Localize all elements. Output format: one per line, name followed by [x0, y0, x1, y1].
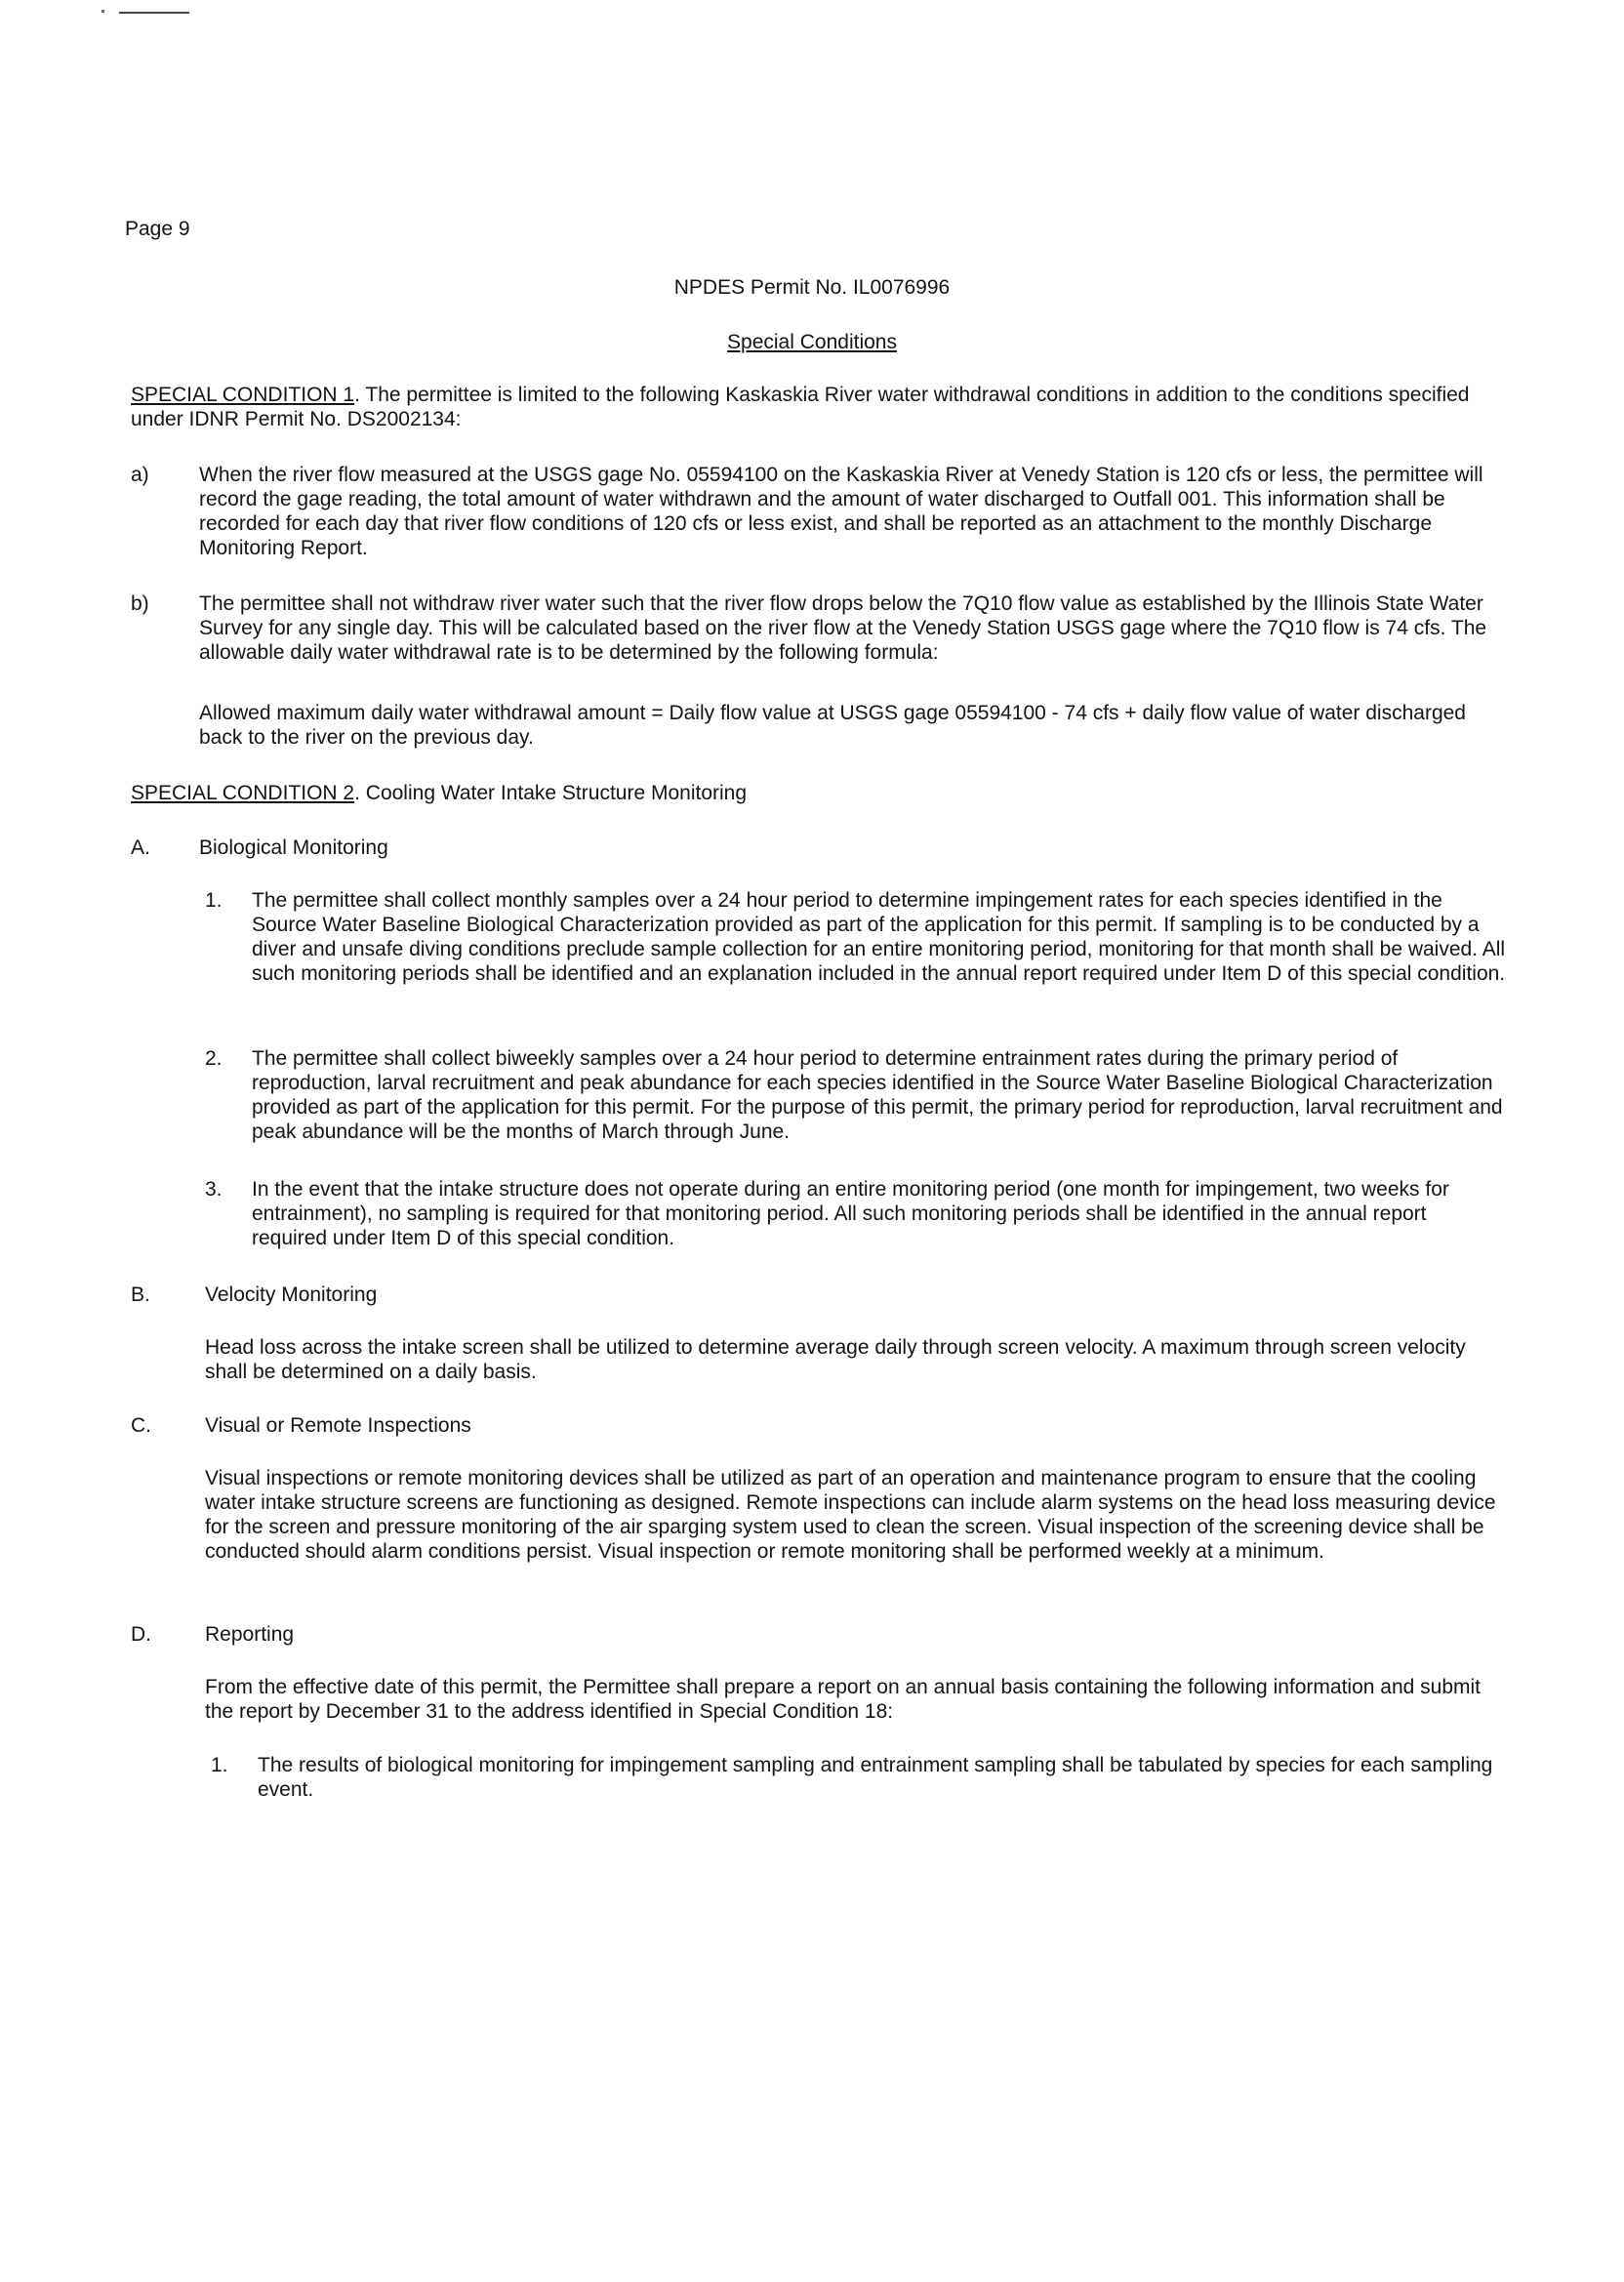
section-d-item-1-text: The results of biological monitoring for impingement sampling and entrainment sampling shall be tabulated by species for each sampling event. — [258, 1754, 1493, 1801]
section-a-item-3-num: 3. — [205, 1178, 223, 1201]
special-condition-2-heading: SPECIAL CONDITION 2 — [131, 782, 355, 804]
section-c-text: Visual inspections or remote monitoring devices shall be utilized as part of an operation and maintenance program to ensure that the cooling water intake structure screens are functioning as designed. Remote inspections can include alarm systems on the head loss measuring device for the screen and pressure monitoring of the air sparging system used to clean the screen. Visual inspection of the screening device shall be conducted should alarm conditions persist. Visual inspection or remote monitoring shall be performed weekly at a minimum. — [205, 1467, 1496, 1563]
section-d-item-1-num: 1. — [211, 1754, 228, 1776]
section-a-label: A. — [131, 836, 150, 859]
section-a-item-3-text: In the event that the intake structure does not operate during an entire monitoring period (one month for impingement, two weeks for entrainment), no sampling is required for that monitoring period. All such monitoring periods shall be identified in the annual report required under Item D of this special condition. — [252, 1178, 1449, 1249]
section-title: Special Conditions — [727, 331, 897, 353]
section-c-label: C. — [131, 1414, 151, 1437]
special-condition-1-text: . The permittee is limited to the following Kaskaskia River water withdrawal conditions in addition to the conditions specified under IDNR Permit No. DS2002134: — [131, 384, 1470, 430]
section-d-text: From the effective date of this permit, the Permittee shall prepare a report on an annual basis containing the following information and submit the report by December 31 to the address identified in Special Condition 18: — [205, 1676, 1482, 1723]
section-a-item-2-text: The permittee shall collect biweekly samples over a 24 hour period to determine entrainment rates during the primary period of reproduction, larval recruitment and peak abundance for each species identified in the Source Water Baseline Biological Characterization provided as part of the application for this permit. For the purpose of this permit, the primary period for reproduction, larval recruitment and peak abundance will be the months of March through June. — [252, 1047, 1503, 1143]
special-condition-2-text: . Cooling Water Intake Structure Monitoring — [354, 782, 748, 804]
section-d-title: Reporting — [205, 1623, 295, 1646]
scan-artifact-dot — [102, 10, 104, 13]
sc1-item-a-text: When the river flow measured at the USGS gage No. 05594100 on the Kaskaskia River at Venedy Station is 120 cfs or less, the permittee will record the gage reading, the total amount of water withdrawn and the amount of water discharged to Outfall 001. This information shall be recorded for each day that river flow conditions of 120 cfs or less exist, and shall be reported as an attachment to the monthly Discharge Monitoring Report. — [199, 464, 1483, 559]
sc1-item-b-text: The permittee shall not withdraw river water such that the river flow drops below the 7Q10 flow value as established by the Illinois State Water Survey for any single day. This will be calculated based on the river flow at the Venedy Station USGS gage where the 7Q10 flow is 74 cfs. The allowable daily water withdrawal rate is to be determined by the following formula: — [199, 592, 1487, 664]
scan-artifact-line — [119, 12, 189, 14]
special-condition-2-intro — [131, 781, 1507, 805]
section-b-text: Head loss across the intake screen shall be utilized to determine average daily through screen velocity. A maximum through screen velocity shall be determined on a daily basis. — [205, 1336, 1466, 1383]
special-condition-1-heading: SPECIAL CONDITION 1 — [131, 384, 355, 406]
section-b-title: Velocity Monitoring — [205, 1284, 378, 1306]
sc1-formula: Allowed maximum daily water withdrawal amount = Daily flow value at USGS gage 05594100 - 74 cfs + daily flow value of water discharged back to the river on the previous day. — [199, 702, 1466, 749]
section-a-item-2-num: 2. — [205, 1047, 223, 1070]
special-condition-1-intro — [131, 383, 1507, 431]
section-a-item-1-text: The permittee shall collect monthly samples over a 24 hour period to determine impingement rates for each species identified in the Source Water Baseline Biological Characterization provided as part of the application for this permit. If sampling is to be conducted by a diver and unsafe diving conditions preclude sample collection for an entire monitoring period, monitoring for that month shall be waived. All such monitoring periods shall be identified and an explanation included in the annual report required under Item D of this special condition. — [252, 889, 1506, 985]
section-a-title: Biological Monitoring — [199, 836, 388, 859]
section-a-item-1-num: 1. — [205, 889, 223, 912]
sc1-item-a-label: a) — [131, 464, 149, 486]
sc1-item-b-label: b) — [131, 592, 149, 615]
permit-number: NPDES Permit No. IL0076996 — [673, 276, 951, 299]
section-b-label: B. — [131, 1284, 150, 1306]
section-d-label: D. — [131, 1623, 151, 1646]
section-c-title: Visual or Remote Inspections — [205, 1414, 471, 1437]
page-number: Page 9 — [125, 218, 190, 240]
